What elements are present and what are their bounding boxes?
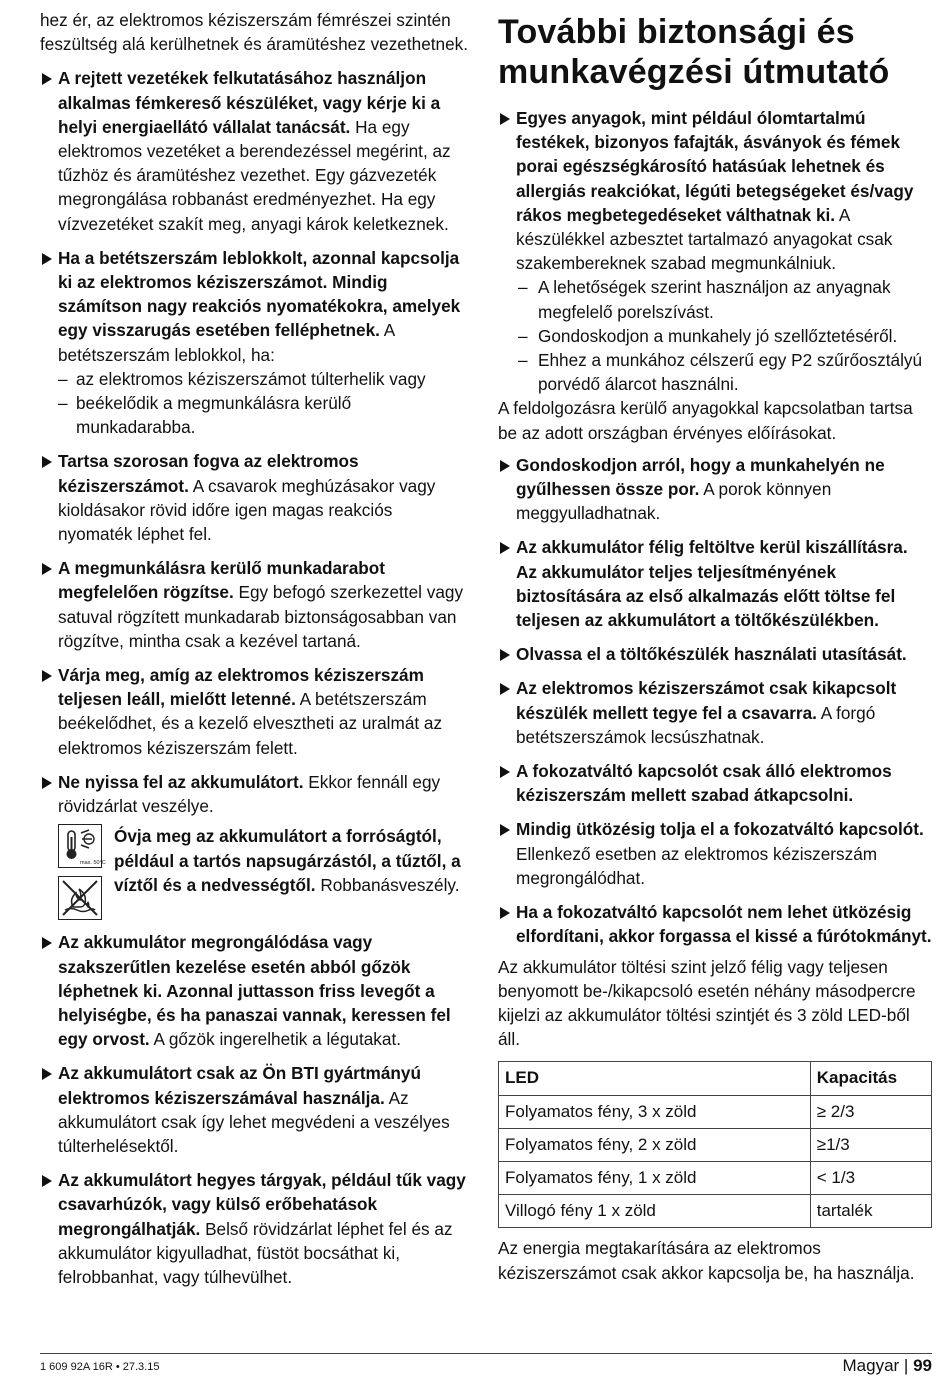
list-item: Egyes anyagok, mint például ólomtartalmú festékek, bizonyos fafajták, ásványok és fémek porai egészségkárosító hatásúak lehetnek és allergiás reakciókat, légúti betegségeket és/vagy rákos megbetegedéseket válthatnak ki. A készülékkel azbesztet tartalmazó anyagokat csak szakembereknek szabad megmunkálniuk. [498,106,932,275]
intro-text: hez ér, az elektromos kéziszerszám fémrészei szintén feszültség alá kerülhetnek és áramütéshez vezethetnek. [40,10,469,55]
table-cell: ≥1/3 [810,1128,931,1161]
table-cell: Villogó fény 1 x zöld [499,1195,811,1228]
svg-text:max. 50°C: max. 50°C [80,860,106,867]
paragraph: A feldolgozásra kerülő anyagokkal kapcsolatban tartsa be az adott országban érvényes előírásokat. [498,398,913,443]
right-column [498,8,932,1289]
table-row [499,1128,932,1161]
table-cell: Folyamatos fény, 3 x zöld [499,1095,811,1128]
list-item: Ha a fokozatváltó kapcsolót nem lehet ütközésig elfordítani, akkor forgassa el kissé a fúrótokmányt. [498,900,932,948]
list-item: Olvassa el a töltőkészülék használati utasítását. [498,642,932,666]
dash-item: – beékelődik a megmunkálásra kerülő munkadarabba. [58,393,352,438]
list-item: Az elektromos kéziszerszámot csak kikapcsolt készülék mellett tegye fel a csavarra. A forgó betétszerszámok lecsúszhatnak. [498,676,932,749]
table-cell: tartalék [810,1195,931,1228]
list-item: Az akkumulátort csak az Ön BTI gyártmányú elektromos kéziszerszámával használja. Az akkumulátort csak így lehet megvédeni a veszélyes túlterhelésektől. [40,1061,470,1158]
table-row [499,1195,932,1228]
table-cell: Folyamatos fény, 2 x zöld [499,1128,811,1161]
list-item: Az akkumulátor félig feltöltve kerül kiszállításra. Az akkumulátor teljes teljesítményének biztosítására az első alkalmazás előtt töltse fel teljesen az akkumulátort a töltőkészülékben. [498,535,932,632]
table-header: Kapacitás [810,1062,931,1095]
sub-item: – A lehetőségek szerint használjon az anyagnak megfelelő porelszívást. [518,277,891,322]
table-row [499,1095,932,1128]
table-cell: ≥ 2/3 [810,1095,931,1128]
list-item: A megmunkálásra kerülő munkadarabot megfelelően rögzítse. Egy befogó szerkezettel vagy satuval rögzített munkadarab biztonságosabban van rögzítve, mintha csak a kezével tartaná. [40,556,470,653]
table-header-row [499,1062,932,1095]
table-header: LED [499,1062,811,1095]
list-item: Gondoskodjon arról, hogy a munkahelyén ne gyűlhessen össze por. A porok könnyen meggyulladhatnak. [498,453,932,526]
page-label: Magyar | 99 [842,1356,932,1375]
led-table [498,1061,932,1228]
warning-box [40,824,470,920]
table-row [499,1161,932,1194]
thermometer-sun-icon [58,824,106,868]
list-item: A rejtett vezetékek felkutatásához használjon alkalmas fémkereső készüléket, vagy kérje ki a helyi energiaellátó vállalat tanácsát. Ha egy elektromos vezetéket a berendezéssel megérint, az tűzhöz és áramütéshez vezethet. Egy gázvezeték megrongálása robbanást eredményezhet. Ha egy vízvezetéket szakít meg, anyagi károk keletkeznek. [40,66,470,235]
list-item: A fokozatváltó kapcsolót csak álló elektromos kéziszerszám mellett szabad átkapcsolni. [498,759,932,807]
left-column [40,8,470,1299]
list-item: Az akkumulátor megrongálódása vagy szakszerűtlen kezelése esetén abból gőzök léphetnek ki. Azonnal juttasson friss levegőt a helyiségbe, és ha panaszai vannak, keressen fel egy orvost. A gőzök ingerelhetik a légutakat. [40,930,470,1051]
page-number: 99 [913,1356,932,1375]
document-code: 1 609 92A 16R • 27.3.15 [40,1361,160,1373]
table-cell: < 1/3 [810,1161,931,1194]
list-item: Az akkumulátort hegyes tárgyak, például tűk vagy csavarhúzók, vagy külső erőbehatások megrongálhatják. Belső rövidzárlat léphet fel és az akkumulátor kigyulladhat, füstöt bocsáthat ki, felrobbanhat, vagy túlhevülhet. [40,1168,470,1289]
paragraph: Az akkumulátor töltési szint jelző félig vagy teljesen benyomott be-/kikapcsoló esetén néhány másodpercre kijelzi az akkumulátor töltési szintjét és 3 zöld LED-ből áll. [498,956,916,1050]
warning-text: Óvja meg az akkumulátort a forróságtól, például a tartós napsugárzástól, a tűztől, a víztől és a nedvességtől. Robbanásveszély. [114,826,461,895]
page-footer [40,1353,932,1375]
dash-item: – az elektromos kéziszerszámot túlterhelik vagy [58,368,426,389]
no-fire-water-icon [58,876,102,920]
list-item: Ne nyissa fel az akkumulátort. Ekkor fennáll egy rövidzárlat veszélye. [40,770,470,818]
section-title: További biztonsági és munkavégzési útmutató [498,13,890,91]
list-item: Ha a betétszerszám leblokkolt, azonnal kapcsolja ki az elektromos kéziszerszámot. Mindig számítson nagy reakciós nyomatékokra, amelyek egy visszarugás esetében felléphetnek. A betétszerszám leblokkol, ha: – az elektromos kéziszerszámot túlterhelik vagy – beékelődik a megmunkálásra kerülő munkadarabba. [40,246,470,440]
list-item: Mindig ütközésig tolja el a fokozatváltó kapcsolót. Ellenkező esetben az elektromos kéziszerszám megrongálódhat. [498,817,932,890]
paragraph: Az energia megtakarítására az elektromos kéziszerszámot csak akkor kapcsolja be, ha használja. [498,1238,915,1283]
list-item: Tartsa szorosan fogva az elektromos kéziszerszámot. A csavarok meghúzásakor vagy kioldásakor rövid időre igen magas reakciós nyomaték léphet fel. [40,449,470,546]
sub-item: – Gondoskodjon a munkahely jó szellőztetéséről. [518,325,898,346]
table-cell: Folyamatos fény, 1 x zöld [499,1161,811,1194]
list-item: Várja meg, amíg az elektromos kéziszerszám teljesen leáll, mielőtt letenné. A betétszerszám beékelődhet, és a kezelő elvesztheti az uralmát az elektromos kéziszerszám felett. [40,663,470,760]
sub-item: – Ehhez a munkához célszerű egy P2 szűrőosztályú porvédő álarcot használni. [518,350,923,395]
